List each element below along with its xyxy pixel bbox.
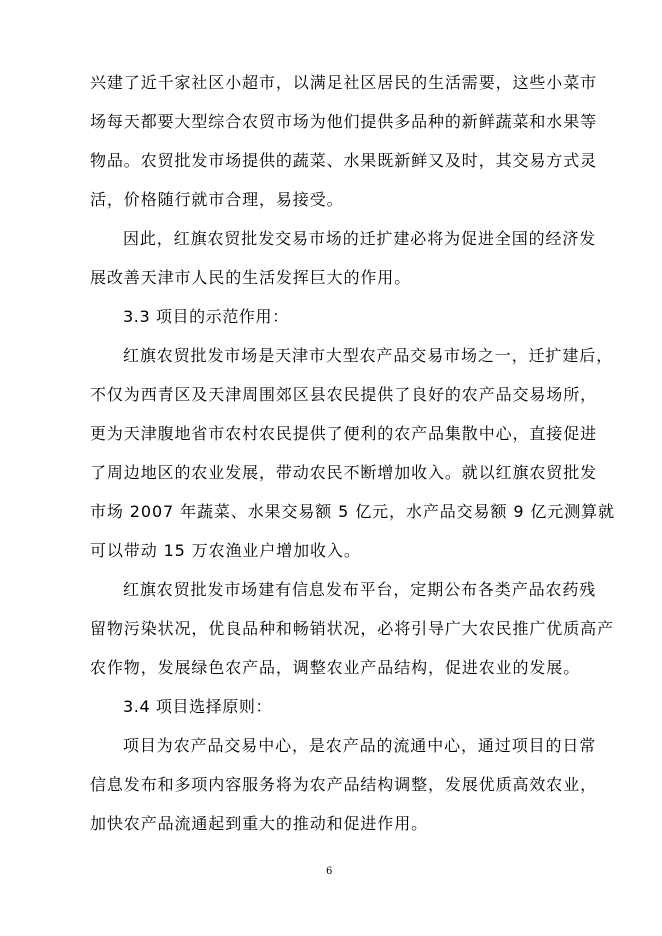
paragraph-1-line-1: 兴建了近千家社区小超市，以满足社区居民的生活需要，这些小菜市 <box>90 73 598 92</box>
paragraph-3-line-6: 可以带动 15 万农渔业户增加收入。 <box>90 541 361 560</box>
paragraph-2-line-1: 因此，红旗农贸批发交易市场的迁扩建必将为促进全国的经济发 <box>123 229 597 248</box>
paragraph-4-line-2: 留物污染状况，优良品种和畅销状况，必将引导广大农民推广优质高产 <box>90 619 614 638</box>
paragraph-3-line-2: 不仅为西青区及天津周围郊区县农民提供了良好的农产品交易场所， <box>90 385 598 404</box>
paragraph-2-line-2: 展改善天津市人民的生活发挥巨大的作用。 <box>90 268 412 287</box>
paragraph-5-line-2: 信息发布和多项内容服务将为农产品结构调整，发展优质高效农业， <box>90 775 598 794</box>
paragraph-3-line-5: 市场 2007 年蔬菜、水果交易额 5 亿元，水产品交易额 9 亿元测算就 <box>90 502 615 521</box>
section-heading-3-4: 3.4 项目选择原则： <box>123 697 273 716</box>
paragraph-1-line-4: 活，价格随行就市合理，易接受。 <box>90 190 344 209</box>
paragraph-3-line-1: 红旗农贸批发市场是天津市大型农产品交易市场之一，迁扩建后， <box>123 346 614 365</box>
paragraph-3-line-4: 了周边地区的农业发展，带动农民不断增加收入。就以红旗农贸批发 <box>90 463 598 482</box>
paragraph-1-line-2: 场每天都要大型综合农贸市场为他们提供多品种的新鲜蔬菜和水果等 <box>90 112 598 131</box>
page-number: 6 <box>326 866 333 877</box>
paragraph-4-line-3: 农作物，发展绿色农产品，调整农业产品结构，促进农业的发展。 <box>90 658 581 677</box>
section-heading-3-3: 3.3 项目的示范作用： <box>123 307 289 326</box>
paragraph-5-line-1: 项目为农产品交易中心，是农产品的流通中心，通过项目的日常 <box>123 736 597 755</box>
paragraph-1-line-3: 物品。农贸批发市场提供的蔬菜、水果既新鲜又及时，其交易方式灵 <box>90 151 598 170</box>
paragraph-3-line-3: 更为天津腹地省市农村农民提供了便利的农产品集散中心，直接促进 <box>90 424 598 443</box>
paragraph-5-line-3: 加快农产品流通起到重大的推动和促进作用。 <box>90 814 429 833</box>
paragraph-4-line-1: 红旗农贸批发市场建有信息发布平台，定期公布各类产品农药残 <box>123 580 597 599</box>
